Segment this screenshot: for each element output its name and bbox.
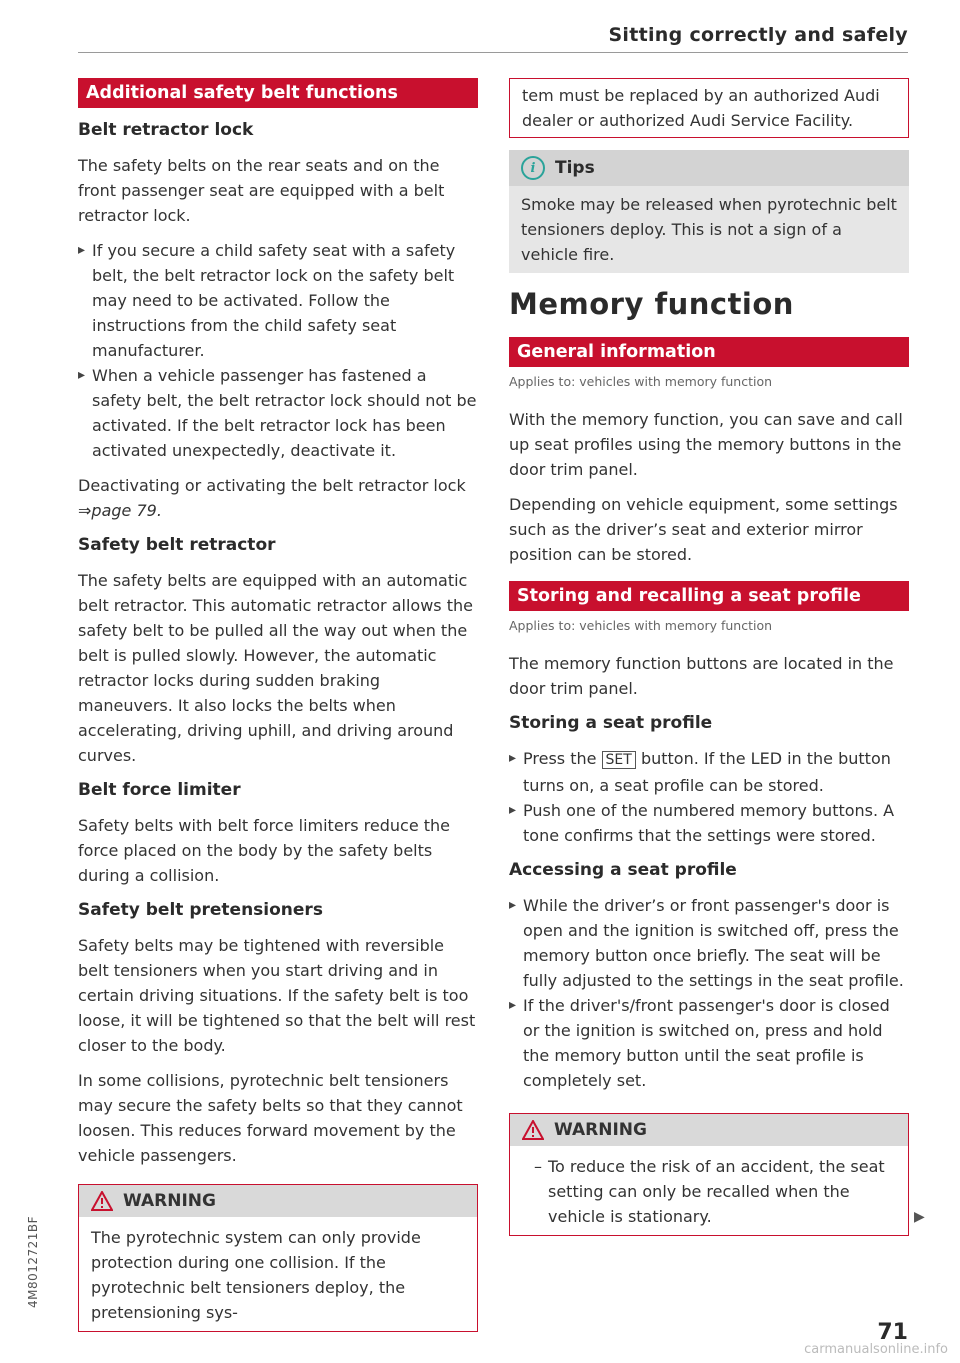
warning-text: The pyrotechnic system can only provide protection during one collision. If the pyrotechnic belt tensioners deploy, the pretensioning sys-	[91, 1228, 421, 1322]
tips-box	[509, 150, 909, 273]
warning-triangle-icon	[91, 1191, 113, 1211]
paragraph: The safety belts are equipped with an automatic belt retractor. This automatic retractor allows the safety belt to be pulled all the way out when the belt is pulled slowly. However, the automatic retractor locks during sudden braking maneuvers. It also locks the belts when accelerating, driving uphill, and driving around curves.	[78, 571, 473, 765]
warning-label: WARNING	[123, 1191, 216, 1211]
bullet-list	[509, 893, 909, 1093]
warning-label: WARNING	[554, 1120, 647, 1140]
warning-item: – To reduce the risk of an accident, the seat setting can only be recalled when the vehicle is stationary.	[522, 1154, 896, 1229]
heading-storing: Storing a seat profile	[509, 713, 713, 733]
bullet-text: button. If the LED in the button turns on, a seat profile can be stored.	[523, 749, 891, 795]
paragraph: Depending on vehicle equipment, some settings such as the driver’s seat and exterior mirror position can be stored.	[509, 495, 898, 564]
warning-box-2	[509, 1113, 909, 1236]
heading-force-limiter: Belt force limiter	[78, 780, 241, 800]
chapter-heading: Memory function	[509, 287, 794, 321]
heading-accessing: Accessing a seat profile	[509, 860, 737, 880]
warning-body	[79, 1217, 477, 1331]
bullet-list	[78, 238, 478, 463]
applies-to: Applies to: vehicles with memory function	[509, 374, 773, 389]
warning-body	[510, 1146, 908, 1235]
tips-text: Smoke may be released when pyrotechnic belt tensioners deploy. This is not a sign of a vehicle fire.	[521, 195, 897, 264]
paragraph	[78, 473, 478, 523]
running-header: Sitting correctly and safely	[608, 24, 908, 46]
heading-belt-retractor: Safety belt retractor	[78, 535, 276, 555]
left-column	[78, 78, 478, 1332]
tips-body	[509, 186, 909, 273]
bullet-item	[509, 746, 909, 798]
document-code: 4M8012721BF	[26, 1215, 40, 1308]
watermark: carmanualsonline.info	[804, 1342, 948, 1357]
bullet-item: ▸ Push one of the numbered memory buttons. A tone confirms that the settings were stored.	[509, 798, 909, 848]
bullet-item: ▸ If you secure a child safety seat with a safety belt, the belt retractor lock on the safety belt may need to be activated. Follow the instructions from the child safety seat manufacturer.	[78, 238, 478, 363]
warning-box	[78, 1184, 478, 1332]
paragraph: The safety belts on the rear seats and on the front passenger seat are equipped with a belt retractor lock.	[78, 156, 445, 225]
set-key: SET	[602, 751, 636, 769]
bullet-item: ▸ If the driver's/front passenger's door is closed or the ignition is switched on, press and hold the memory button until the seat profile is completely set.	[509, 993, 909, 1093]
section-title-general: General information	[509, 337, 909, 367]
applies-to: Applies to: vehicles with memory function	[509, 618, 773, 633]
heading-pretensioners: Safety belt pretensioners	[78, 900, 323, 920]
paragraph: The memory function buttons are located in the door trim panel.	[509, 654, 894, 698]
right-column	[509, 78, 909, 1236]
tips-label: Tips	[555, 158, 595, 178]
page-link[interactable]: ⇒page 79.	[78, 501, 162, 520]
section-title: Additional safety belt functions	[78, 78, 478, 108]
warning-header	[79, 1185, 477, 1217]
bullet-text: Press the	[523, 749, 597, 768]
bullet-list	[509, 746, 909, 848]
warning-header	[510, 1114, 908, 1146]
info-icon: i	[521, 156, 545, 180]
page-number: 71	[877, 1320, 908, 1345]
warning-triangle-icon	[522, 1120, 544, 1140]
bullet-item: ▸ While the driver’s or front passenger's door is open and the ignition is switched off, press the memory button once briefly. The seat will be fully adjusted to the settings in the seat profile.	[509, 893, 909, 993]
paragraph: Safety belts may be tightened with reversible belt tensioners when you start driving and in certain driving situations. If the safety belt is too loose, it will be tightened so that the belt will rest closer to the body.	[78, 936, 476, 1055]
section-title-storing: Storing and recalling a seat profile	[509, 581, 909, 611]
paragraph: In some collisions, pyrotechnic belt tensioners may secure the safety belts so that they cannot loosen. This reduces forward movement by the vehicle passengers.	[78, 1071, 463, 1165]
bullet-item: ▸ When a vehicle passenger has fastened a safety belt, the belt retractor lock should not be activated. If the belt retractor lock has been activated unexpectedly, deactivate it.	[78, 363, 478, 463]
tips-header	[509, 150, 909, 186]
warning-continuation-box	[509, 78, 909, 138]
paragraph: With the memory function, you can save and call up seat profiles using the memory buttons in the door trim panel.	[509, 410, 903, 479]
heading-retractor-lock: Belt retractor lock	[78, 120, 254, 140]
continue-arrow-icon: ▶	[914, 1209, 925, 1225]
paragraph: Safety belts with belt force limiters reduce the force placed on the body by the safety belts during a collision.	[78, 816, 451, 885]
deactivate-text: Deactivating or activating the belt retractor lock	[78, 476, 466, 495]
header-divider	[78, 52, 908, 53]
warning-continuation-text: tem must be replaced by an authorized Audi dealer or authorized Audi Service Facility.	[522, 86, 880, 130]
